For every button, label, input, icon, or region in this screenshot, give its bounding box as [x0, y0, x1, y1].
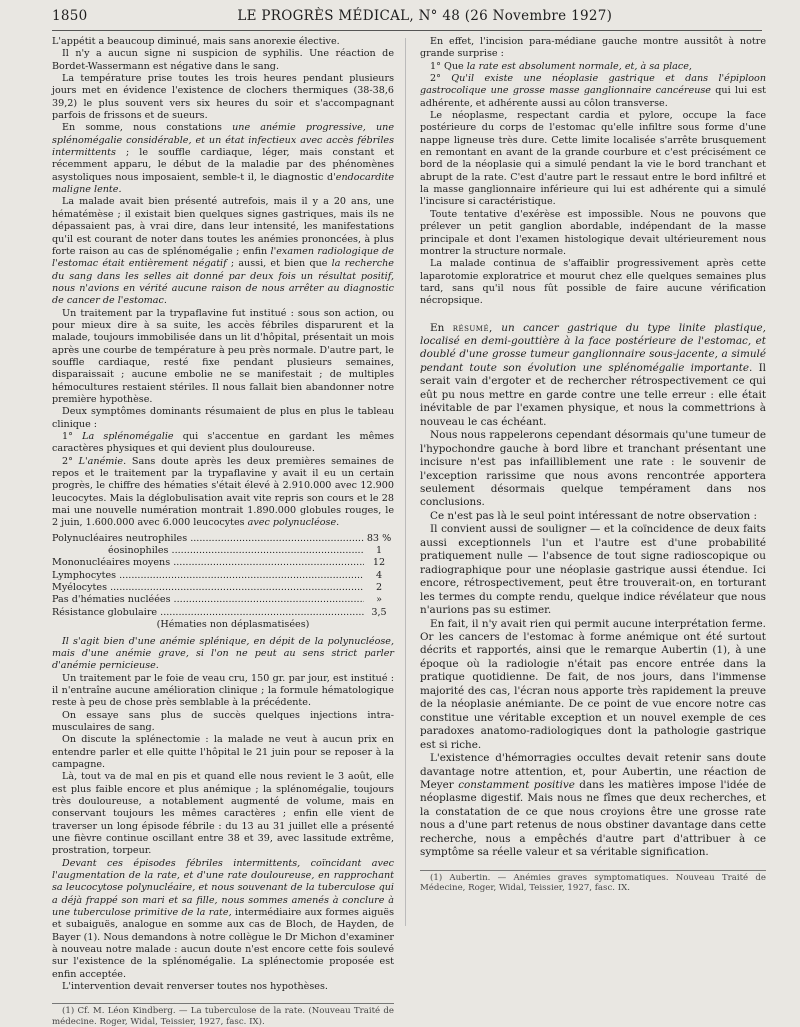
paragraph: On essaye sans plus de succès quelques injections intra-musculaires de sang.	[52, 709, 394, 733]
column-divider	[405, 38, 406, 926]
text-run: Sans doute après les deux premières semaines de repos et le traitement par la trypaflavine y avait il eu un certain progrès, le chiffre des hématies s'était élevé à 2.910.000 avec 12.900 leucocytes. Mais la déglobulisation avait vite repris son cours et le 28 mai une nouvelle numération montrait 1.890.000 globules rouges, le 2 juin, 1.600.000 avec 6.000 leucocytes	[52, 455, 394, 529]
emphasis: la rate est absolument normale, et, à sa place,	[466, 60, 692, 72]
emphasis: avec polynucléose.	[247, 517, 340, 529]
paragraph	[420, 322, 766, 430]
text-run: ; aussi, et bien que	[226, 258, 332, 270]
emphasis: Qu'il existe une néoplasie gastrique et dans l'épiploon gastrocolique une grosse masse ganglionnaire cancéreuse	[420, 73, 766, 97]
paragraph	[420, 752, 766, 860]
paragraph: Il convient aussi de souligner — et la coïncidence de deux faits aussi exceptionnels l'un et l'autre est d'une probabilité pratiquement nulle — l'absence de tout signe radioscopique ou radiographique pour une néoplasie gastrique aussi étendue. Ici encore, rétrospectivement, peut être trouverait-on, en torturant les termes du compte rendu, quelque indice révélateur que nous n'aurions pas su estimer.	[420, 523, 766, 617]
text-run: En	[430, 321, 453, 334]
paragraph: On discute la splénectomie : la malade ne veut à aucun prix en entendre parler et elle quitte l'hôpital le 21 juin pour se reposer à la campagne.	[52, 734, 394, 770]
paragraph: Deux symptômes dominants résumaient de plus en plus le tableau clinique :	[52, 406, 394, 430]
row-label: Résistance globulaire .....	[52, 607, 364, 619]
paragraph: Un traitement par le foie de veau cru, 150 gr. par jour, est institué : il n'entraîne aucune amélioration clinique ; la formule hématologique reste à peu de chose près semblable à la précédente.	[52, 672, 394, 709]
row-value: »	[376, 594, 382, 606]
page-number: 1850	[52, 8, 88, 24]
table-row	[52, 557, 394, 569]
summary-section	[420, 322, 766, 860]
right-column	[420, 36, 766, 894]
table-row	[52, 607, 394, 619]
text-run: qui lui est adhérente, et adhérente aussi au côlon transverse.	[420, 85, 766, 109]
paragraph	[52, 636, 394, 673]
paragraph: En effet, l'incision para-médiane gauche montre aussitôt à notre grande surprise :	[420, 36, 766, 60]
blood-formula-table	[52, 533, 394, 632]
small-caps-run: résumé,	[452, 321, 493, 334]
emphasis: Il s'agit bien d'une anémie splénique, en dépit de la polynucléose, mais d'une anémie grave, si l'on ne peut au sens strict parler d'anémie pernicieuse.	[52, 635, 394, 672]
footnote: (1) Aubertin. — Anémies graves symptomatiques. Nouveau Traité de Médecine, Roger, Widal, Teissier, 1927, fasc. IX.	[420, 872, 766, 894]
footnote-rule	[420, 870, 766, 871]
emphasis: constamment positive	[458, 778, 575, 791]
emphasis: L'anémie.	[78, 455, 127, 467]
paragraph: Toute tentative d'exérèse est impossible. Nous ne pouvons que prélever un petit ganglion abordable, indépendant de la masse principale et dont l'examen histologique devait ultérieurement nous montrer la structure normale.	[420, 208, 766, 257]
table-row	[52, 533, 394, 545]
row-value: 4	[375, 569, 383, 581]
paragraph	[52, 858, 394, 981]
paragraph: L'intervention devait renverser toutes nos hypothèses.	[62, 981, 328, 993]
table-row	[52, 545, 394, 557]
table-row	[52, 582, 394, 594]
emphasis: l'examen radiologique de l'estomac était entièrement négatif	[52, 245, 394, 270]
text-run: L'existence d'hémorragies occultes devait retenir sans doute davantage notre attention, et, pour Aubertin, une réaction de Meyer	[420, 752, 766, 791]
row-value: 3,5	[371, 606, 387, 618]
row-label: Mononucléaires moyens .....	[52, 557, 364, 569]
text-run: Il serait vain d'ergoter et de rechercher rétrospectivement ce qui eût pu nous mettre en garde contre une telle erreur : elle était inévitable de par l'examen physique, et nous la commettrions à nouveau le cas échéant.	[420, 361, 766, 428]
emphasis: Devant ces épisodes fébriles intermittents, coïncidant avec l'augmentation de la rate, et d'une rate douloureuse, en rapprochant sa leucocytose polynucléaire, et nous souvenant de la tuberculose qui a déjà frappé son mari et sa fille, nous sommes amenés à conclure à une tuberculose primitive de la rate,	[52, 857, 394, 919]
emphasis: une anémie progressive, une splénomégalie considérable, et un état infectieux avec accès fébriles intermittents	[52, 122, 395, 159]
row-value: 1	[375, 545, 383, 557]
row-value: 83 %	[366, 532, 392, 544]
paragraph: La température prise toutes les trois heures pendant plusieurs jours met en évidence l'existence de clochers thermiques (38-38,6 39,2) le plus souvent vers six heures du soir et s'accompagnant parfois de frissons et de sueurs.	[52, 73, 394, 122]
paragraph	[52, 196, 394, 307]
row-label: Myélocytes .....	[52, 582, 364, 594]
paragraph	[52, 122, 394, 196]
paragraph: L'appétit a beaucoup diminué, mais sans anorexie élective.	[52, 36, 340, 47]
emphasis: endocardite maligne lente.	[52, 171, 394, 196]
paragraph: La malade continua de s'affaiblir progressivement après cette laparotomie exploratrice et mourut chez elle quelques semaines plus tard, sans qu'il nous fût possible de faire aucune vérification nécropsique.	[420, 258, 766, 307]
text-run: dans les matières impose l'idée de néoplasme digestif. Mais nous ne fîmes que deux recherches, et la constatation de ce que nous croyions être une grosse rate nous a d'une part retenus de nous obstiner davantage dans cette recherche, nous a empêchés d'autre part d'attribuer à ce symptôme sa réelle valeur et sa véritable signification.	[420, 778, 766, 859]
row-label: éosinophiles .....	[52, 545, 364, 557]
row-label: Lymphocytes .....	[52, 570, 364, 582]
footnote-rule	[52, 1003, 394, 1004]
text-run: intermédiaire aux formes aiguës et subaiguës, analogue en somme aux cas de Bloch, de Hayden, de Bayer (1). Nous demandons à notre collègue le Dr Michon d'examiner à nouveau notre malade : aucun doute n'est encore cette fois soulevé sur l'existence de la splénomégalie. La splénectomie proposée est enfin acceptée.	[52, 907, 394, 980]
paragraph: Il n'y a aucun signe ni suspicion de syphilis. Une réaction de Bordet-Wassermann est négative dans le sang.	[52, 48, 394, 72]
table-row	[52, 594, 394, 606]
row-label: Pas d'hématies nucléées .....	[52, 594, 364, 606]
paragraph	[52, 431, 394, 456]
paragraph: Ce n'est pas là le seul point intéressant de notre observation :	[430, 509, 757, 522]
paragraph: Nous nous rappelerons cependant désormais qu'une tumeur de l'hypochondre gauche à bord libre et tranchant présentant une incisure n'est pas infailliblement une rate : le souvenir de l'exception rarissime que nous avons rencontrée apportera seulement désormais quelque tempérament dans nos conclusions.	[420, 429, 766, 509]
page-header	[52, 8, 762, 31]
journal-title: LE PROGRÈS MÉDICAL, N° 48 (26 Novembre 1927)	[237, 8, 613, 24]
left-column	[52, 36, 394, 1027]
paragraph: En fait, il n'y avait rien qui permit aucune interprétation ferme. Or les cancers de l'estomac à forme anémique ont été surtout décrits et rapportés, ainsi que le remarque Aubertin (1), à une époque où la radiologie n'était pas encore entrée dans la pratique quotidienne. De fait, de nos jours, dans l'immense majorité des cas, l'écran nous apporte très rapidement la preuve de la néoplasie anémiante. De ce point de vue encore notre cas constitue une véritable exception et un nouvel exemple de ces paradoxes anatomo-radiologiques dont la pathologie gastrique est si riche.	[420, 617, 766, 751]
text-run: 2°	[430, 73, 452, 85]
text-run: 2°	[62, 455, 79, 467]
text-run: ; le souffle cardiaque, léger, mais constant et récemment apparu, le début de la maladie par des phénomènes asystoliques nous imposaient, semble-t il, le diagnostic d'	[52, 147, 394, 183]
text-run: qui s'accentue en gardant les mêmes caractères physiques et qui devient plus douloureuse.	[52, 431, 395, 455]
text-run: 1° Que	[430, 60, 467, 72]
row-value: 12	[372, 557, 386, 569]
paragraph	[420, 61, 766, 73]
paragraph: Le néoplasme, respectant cardia et pylore, occupe la face postérieure du corps de l'estomac qu'elle infiltre sous forme d'une nappe ligneuse très dure. Cette limite localisée s'arrête brusquement en remontant en avant de la grande courbure et c'est précisément ce bord de la néoplasie qui a simulé pendant la vie le bord tranchant et abrupt de la rate. C'est d'autre part le ressaut entre le bord infiltré et la masse ganglionnaire inférieure qui lui est adhérente qui a simulé l'incisure si caractéristique.	[420, 110, 766, 208]
row-value: 2	[375, 582, 383, 594]
emphasis: La splénomégalie	[82, 431, 174, 442]
paragraph	[420, 73, 766, 110]
text-run: La malade avait bien présenté autrefois, mais il y a 20 ans, une hématémèse ; il existait bien quelques signes gastriques, mais ils ne dépassaient pas, à vrai dire, dans leur intensité, les manifestations qu'il est courant de noter dans toutes les anémies prononcées, à plus forte raison au cas de splénomégalie ; enfin	[52, 196, 394, 257]
row-label: Polynucléaires neutrophiles .....	[52, 533, 364, 545]
table-row	[52, 570, 394, 582]
paragraph: Là, tout va de mal en pis et quand elle nous revient le 3 août, elle est plus faible encore et plus anémique ; la splénomégalie, toujours très douloureuse, a notablement augmenté de volume, mais en conservant toujours les mêmes caractères ; enfin elle vient de traverser un long épisode fébrile : du 13 au 31 juillet elle a présenté une fièvre continue oscillant entre 38 et 39, avec lassitude extrême, prostration, torpeur.	[52, 771, 394, 857]
paragraph: Un traitement par la trypaflavine fut institué : sous son action, ou pour mieux dire à sa suite, les accès fébriles disparurent et la malade, toujours immobilisée dans un lit d'hôpital, présentait un mois après une courbe de température à peu près normale. D'autre part, le souffle cardiaque, resté fixe pendant plusieurs semaines, disparaissait ; aucune embolie ne se manifestait ; de multiples hémocultures restaient stériles. Il nous fallait bien abandonner notre première hypothèse.	[52, 307, 394, 405]
emphasis: la recherche du sang dans les selles ait donné par deux fois un résultat positif, nous n'avions en vérité aucune raison de nous arrêter au diagnostic de cancer de l'estomac.	[52, 258, 394, 307]
footnote: (1) Cf. M. Léon Kindberg. — La tuberculose de la rate. (Nouveau Traité de médecine. Roger, Widal, Teissier, 1927, fasc. IX).	[52, 1006, 394, 1027]
emphasis: un cancer gastrique du type linite plastique, localisé en demi-gouttière à la face postérieure de l'estomac, et doublé d'une grosse tumeur ganglionnaire sous-jacente, a simulé pendant toute son évolution une splénomégalie importante.	[420, 321, 766, 374]
paragraph	[52, 456, 394, 530]
table-footer: (Hématies non déplasmatisées)	[156, 619, 310, 631]
text-run: En somme, nous constations	[62, 122, 233, 134]
text-run: 1°	[62, 431, 83, 442]
